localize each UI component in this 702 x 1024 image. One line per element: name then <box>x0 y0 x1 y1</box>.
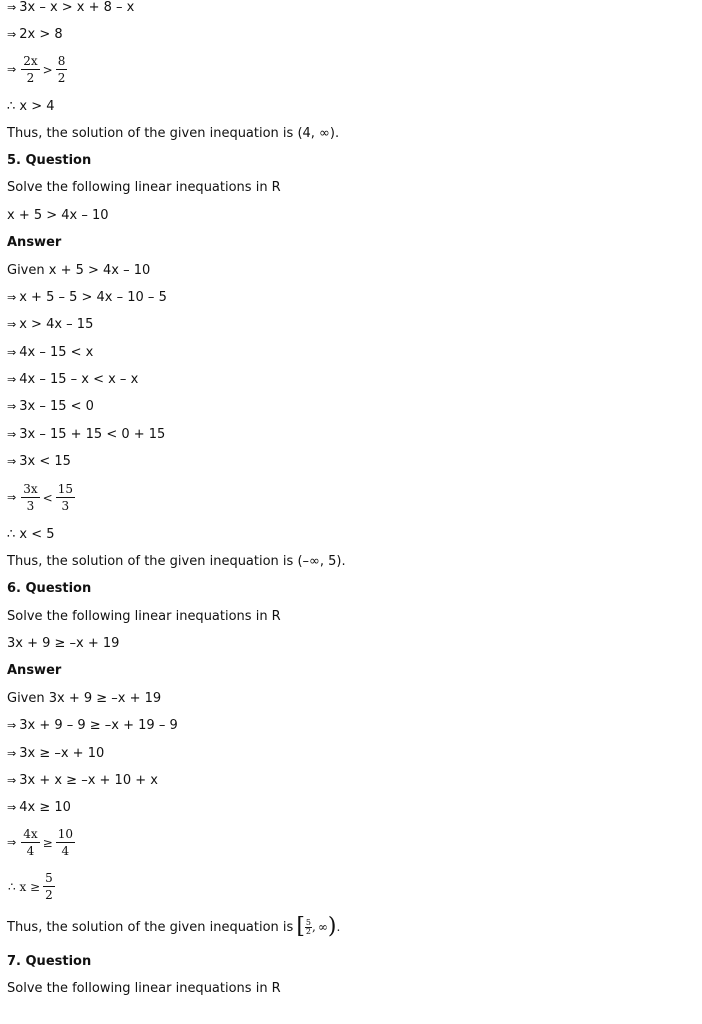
question-prompt: Solve the following linear inequations in R <box>7 609 281 624</box>
step-line: ⇒ 3x – 15 < 0 <box>7 399 94 414</box>
question-heading: 5. Question <box>7 153 92 168</box>
step-line: ⇒ 3x + x ≥ –x + 10 + x <box>7 773 158 788</box>
implies-icon: ⇒ <box>7 318 17 331</box>
implies-icon: ⇒ <box>7 455 17 468</box>
step-line: ⇒ x + 5 – 5 > 4x – 10 – 5 <box>7 290 167 305</box>
question-expression: 3x + 9 ≥ –x + 19 <box>7 636 120 651</box>
given-line: Given x + 5 > 4x – 10 <box>7 263 151 278</box>
fraction-step: ⇒ $\frac{4x}{4}$ ≥ $\frac{10}{4}$ <box>7 827 73 858</box>
step-line: ⇒ 3x < 15 <box>7 454 71 469</box>
implies-icon: ⇒ <box>7 400 17 413</box>
step-line: ⇒ 2x > 8 <box>7 27 63 42</box>
question-prompt: Solve the following linear inequations in R <box>7 981 281 996</box>
implies-icon: ⇒ <box>7 1 17 14</box>
implies-icon: ⇒ <box>7 719 17 732</box>
conclusion-line: Thus, the solution of the given inequation is [ $\frac{5}{2}$ , ∞ ) . <box>7 914 341 939</box>
question-prompt: Solve the following linear inequations in R <box>7 180 281 195</box>
answer-heading: Answer <box>7 663 62 678</box>
step-line: ⇒ 3x + 9 – 9 ≥ –x + 19 – 9 <box>7 718 178 733</box>
implies-icon: ⇒ <box>7 774 17 787</box>
implies-icon: ⇒ <box>7 428 17 441</box>
fraction: $\frac{10}{4}$ <box>57 827 73 858</box>
implies-icon: ⇒ <box>7 28 17 41</box>
conclusion-line: Thus, the solution of the given inequation is (–∞, 5). <box>7 554 346 569</box>
fraction: $\frac{4x}{4}$ <box>23 827 38 858</box>
implies-icon: ⇒ <box>7 801 17 814</box>
step-line: ⇒ 3x – 15 + 15 < 0 + 15 <box>7 427 166 442</box>
question-heading: 6. Question <box>7 581 92 596</box>
interval: [ $\frac{5}{2}$ , ∞ ) . <box>296 914 341 939</box>
step-line: ⇒ 3x ≥ –x + 10 <box>7 746 105 761</box>
step-line: ⇒ 4x ≥ 10 <box>7 800 71 815</box>
fraction: $\frac{8}{2}$ <box>57 54 66 85</box>
result-line: ∴ x ≥ $\frac{5}{2}$ <box>8 871 53 902</box>
fraction: $\frac{15}{3}$ <box>57 482 73 513</box>
question-heading: 7. Question <box>7 954 92 969</box>
fraction-step: ⇒ $\frac{2x}{2}$ > $\frac{8}{2}$ <box>7 54 66 85</box>
fraction-step: ⇒ $\frac{3x}{3}$ < $\frac{15}{3}$ <box>7 482 73 513</box>
result-line: ∴ x < 5 <box>7 527 55 542</box>
implies-icon: ⇒ <box>7 63 17 76</box>
implies-icon: ⇒ <box>7 346 17 359</box>
implies-icon: ⇒ <box>7 491 17 504</box>
step-line: ⇒ 4x – 15 – x < x – x <box>7 372 139 387</box>
step-line: ⇒ x > 4x – 15 <box>7 317 94 332</box>
fraction: $\frac{5}{2}$ <box>45 871 53 902</box>
conclusion-line: Thus, the solution of the given inequation is (4, ∞). <box>7 126 340 141</box>
result-line: ∴ x > 4 <box>7 99 55 114</box>
implies-icon: ⇒ <box>7 373 17 386</box>
implies-icon: ⇒ <box>7 836 17 849</box>
answer-heading: Answer <box>7 235 62 250</box>
step-line: ⇒ 4x – 15 < x <box>7 345 94 360</box>
fraction: $\frac{5}{2}$ <box>305 917 312 936</box>
fraction: $\frac{2x}{2}$ <box>23 54 38 85</box>
step-line: ⇒ 3x – x > x + 8 – x <box>7 0 135 15</box>
fraction: $\frac{3x}{3}$ <box>23 482 38 513</box>
implies-icon: ⇒ <box>7 747 17 760</box>
implies-icon: ⇒ <box>7 291 17 304</box>
question-expression: x + 5 > 4x – 10 <box>7 208 109 223</box>
given-line: Given 3x + 9 ≥ –x + 19 <box>7 691 162 706</box>
